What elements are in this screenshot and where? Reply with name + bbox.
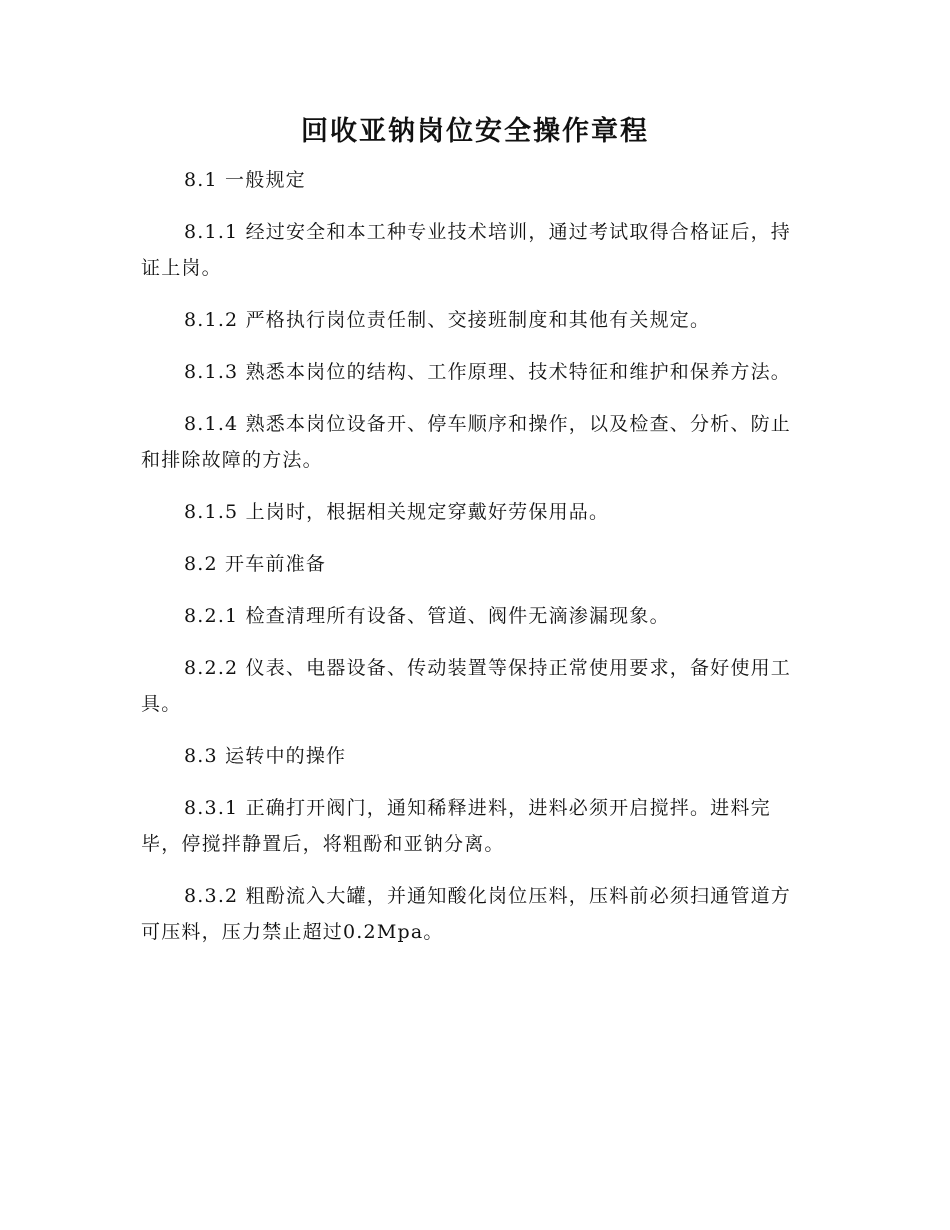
- clause-paragraph: 8.2.1 检查清理所有设备、管道、阀件无滴渗漏现象。: [184, 605, 670, 627]
- clause-paragraph: 8.3.1 正确打开阀门，通知稀释进料，进料必须开启搅拌。进料完毕，停搅拌静置后，将粗酚和亚钠分离。: [141, 797, 771, 855]
- clause-paragraph: 8.1.1 经过安全和本工种专业技术培训，通过考试取得合格证后，持证上岗。: [141, 221, 791, 279]
- section-heading: 8.3 运转中的操作: [184, 745, 347, 767]
- clause-paragraph: 8.1.3 熟悉本岗位的结构、工作原理、技术特征和维护和保养方法。: [184, 361, 791, 383]
- section-heading: 8.2 开车前准备: [184, 553, 327, 575]
- page-title: 回收亚钠岗位安全操作章程: [301, 116, 649, 147]
- clause-paragraph: 8.2.2 仪表、电器设备、传动装置等保持正常使用要求，备好使用工具。: [141, 657, 791, 715]
- document-body: [141, 162, 797, 966]
- section-heading: 8.1 一般规定: [184, 169, 306, 191]
- clause-paragraph: 8.3.2 粗酚流入大罐，并通知酸化岗位压料，压料前必须扫通管道方可压料，压力禁止超过0.2Mpa。: [141, 885, 791, 943]
- clause-paragraph: 8.1.4 熟悉本岗位设备开、停车顺序和操作，以及检查、分析、防止和排除故障的方法。: [141, 413, 791, 471]
- clause-paragraph: 8.1.5 上岗时，根据相关规定穿戴好劳保用品。: [184, 501, 610, 523]
- clause-paragraph: 8.1.2 严格执行岗位责任制、交接班制度和其他有关规定。: [184, 309, 711, 331]
